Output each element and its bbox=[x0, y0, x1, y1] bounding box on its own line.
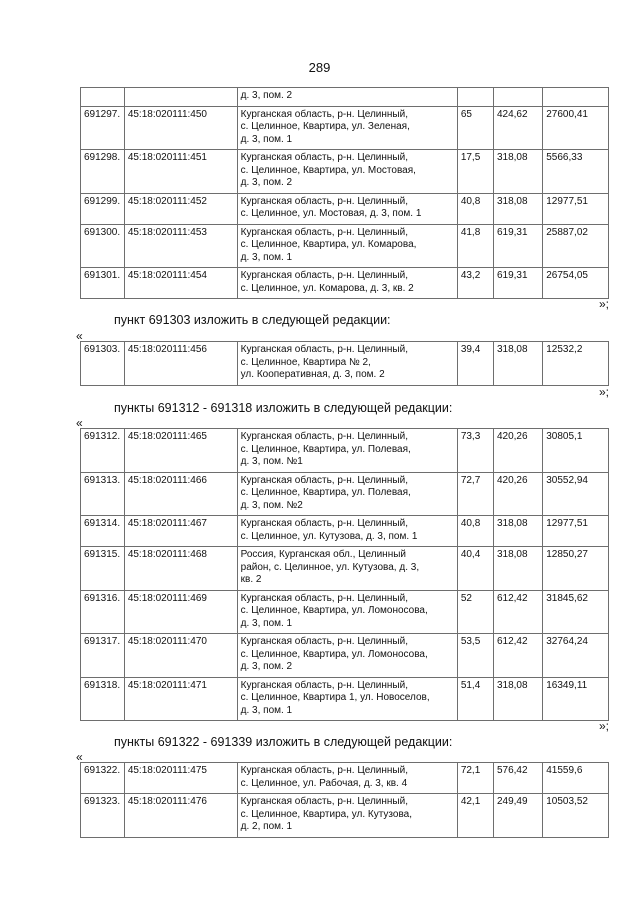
cadastral-value-cell: 10503,52 bbox=[543, 794, 609, 838]
address-cell bbox=[237, 224, 457, 268]
cadastral-number-cell: 45:18:020111:476 bbox=[124, 794, 237, 838]
cadastral-number-cell: 45:18:020111:466 bbox=[124, 472, 237, 516]
address-line: с. Целинное, Квартира, ул. Зеленая, bbox=[240, 121, 410, 132]
unit-value-cell: 318,08 bbox=[493, 193, 542, 224]
address-line: с. Целинное, ул. Комарова, д. 3, кв. 2 bbox=[240, 282, 414, 294]
address-cell bbox=[237, 472, 457, 516]
opening-quote: « bbox=[76, 416, 83, 430]
address-cell bbox=[237, 342, 457, 386]
cadastral-value-cell: 41559,6 bbox=[543, 763, 609, 794]
address-line: Курганская область, р-н. Целинный, bbox=[240, 765, 408, 776]
area-cell: 40,8 bbox=[457, 516, 493, 547]
address-line: с. Целинное, ул. Рабочая, д. 3, кв. 4 bbox=[240, 777, 408, 789]
amendment-instruction: пункт 691303 изложить в следующей редакции: bbox=[114, 313, 391, 327]
table-row bbox=[81, 106, 609, 150]
address-line: ул. Кооперативная, д. 3, пом. 2 bbox=[240, 369, 385, 380]
area-cell: 42,1 bbox=[457, 794, 493, 838]
address-line: д. 3, пом. 2 bbox=[240, 661, 293, 672]
area-cell: 72,1 bbox=[457, 763, 493, 794]
cadastral-number-cell: 45:18:020111:467 bbox=[124, 516, 237, 547]
unit-value-cell: 612,42 bbox=[493, 634, 542, 678]
cadastral-number-cell: 45:18:020111:475 bbox=[124, 763, 237, 794]
address-line: Курганская область, р-н. Целинный, bbox=[240, 226, 408, 238]
unit-value-cell bbox=[493, 88, 542, 107]
unit-value-cell: 576,42 bbox=[493, 763, 542, 794]
cadastral-number-cell: 45:18:020111:453 bbox=[124, 224, 237, 268]
address-line: Курганская область, р-н. Целинный, bbox=[240, 108, 408, 120]
address-line: д. 3, пом. 1 bbox=[240, 617, 293, 629]
register-table-3 bbox=[80, 428, 609, 721]
cadastral-value-cell: 12850,27 bbox=[543, 547, 609, 591]
address-line: д. 3, пом. №1 bbox=[240, 456, 303, 467]
address-line: д. 3, пом. 2 bbox=[240, 90, 293, 101]
address-cell bbox=[237, 150, 457, 194]
address-line: Курганская область, р-н. Целинный, bbox=[240, 152, 408, 163]
unit-value-cell: 420,26 bbox=[493, 429, 542, 473]
address-line: с. Целинное, Квартира № 2, bbox=[240, 356, 371, 368]
row-number-cell: 691318. bbox=[81, 677, 125, 721]
row-number-cell: 691298. bbox=[81, 150, 125, 194]
area-cell: 40,8 bbox=[457, 193, 493, 224]
unit-value-cell: 318,08 bbox=[493, 677, 542, 721]
table-row bbox=[81, 547, 609, 591]
cadastral-value-cell: 32764,24 bbox=[543, 634, 609, 678]
address-cell bbox=[237, 88, 457, 107]
closing-quote: »; bbox=[598, 719, 609, 733]
address-line: Россия, Курганская обл., Целинный bbox=[240, 549, 407, 560]
address-cell bbox=[237, 516, 457, 547]
table-row bbox=[81, 193, 609, 224]
area-cell: 40,4 bbox=[457, 547, 493, 591]
unit-value-cell: 318,08 bbox=[493, 547, 542, 591]
cadastral-value-cell: 12532,2 bbox=[543, 342, 609, 386]
unit-value-cell: 249,49 bbox=[493, 794, 542, 838]
address-line: с. Целинное, ул. Кутузова, д. 3, пом. 1 bbox=[240, 530, 418, 542]
address-cell bbox=[237, 106, 457, 150]
register-table-2 bbox=[80, 341, 609, 386]
row-number-cell: 691317. bbox=[81, 634, 125, 678]
row-number-cell: 691313. bbox=[81, 472, 125, 516]
unit-value-cell: 420,26 bbox=[493, 472, 542, 516]
area-cell: 41,8 bbox=[457, 224, 493, 268]
cadastral-number-cell: 45:18:020111:456 bbox=[124, 342, 237, 386]
table-row bbox=[81, 794, 609, 838]
address-cell bbox=[237, 590, 457, 634]
address-line: с. Целинное, Квартира, ул. Ломоносова, bbox=[240, 648, 428, 660]
address-line: Курганская область, р-н. Целинный, bbox=[240, 344, 408, 355]
page-number: 289 bbox=[308, 60, 331, 75]
address-cell bbox=[237, 634, 457, 678]
address-cell bbox=[237, 547, 457, 591]
unit-value-cell: 318,08 bbox=[493, 342, 542, 386]
address-cell bbox=[237, 429, 457, 473]
table-row bbox=[81, 590, 609, 634]
row-number-cell: 691303. bbox=[81, 342, 125, 386]
table-row bbox=[81, 268, 609, 299]
cadastral-value-cell: 12977,51 bbox=[543, 193, 609, 224]
unit-value-cell: 318,08 bbox=[493, 516, 542, 547]
cadastral-number-cell: 45:18:020111:469 bbox=[124, 590, 237, 634]
address-line: Курганская область, р-н. Целинный, bbox=[240, 592, 408, 604]
row-number-cell: 691322. bbox=[81, 763, 125, 794]
cadastral-number-cell: 45:18:020111:471 bbox=[124, 677, 237, 721]
table-row bbox=[81, 224, 609, 268]
address-line: Курганская область, р-н. Целинный, bbox=[240, 431, 408, 442]
cadastral-value-cell: 16349,11 bbox=[543, 677, 609, 721]
address-line: Курганская область, р-н. Целинный, bbox=[240, 796, 408, 807]
address-line: Курганская область, р-н. Целинный, bbox=[240, 474, 408, 486]
address-line: с. Целинное, Квартира, ул. Кутузова, bbox=[240, 808, 413, 820]
amendment-instruction: пункты 691322 - 691339 изложить в следующей редакции: bbox=[114, 735, 453, 749]
unit-value-cell: 619,31 bbox=[493, 224, 542, 268]
table-row bbox=[81, 677, 609, 721]
cadastral-value-cell: 25887,02 bbox=[543, 224, 609, 268]
row-number-cell: 691312. bbox=[81, 429, 125, 473]
address-line: с. Целинное, Квартира, ул. Полевая, bbox=[240, 443, 411, 455]
row-number-cell: 691300. bbox=[81, 224, 125, 268]
address-line: с. Целинное, Квартира, ул. Ломоносова, bbox=[240, 605, 428, 616]
row-number-cell: 691316. bbox=[81, 590, 125, 634]
area-cell: 51,4 bbox=[457, 677, 493, 721]
address-cell bbox=[237, 268, 457, 299]
address-line: д. 3, пом. №2 bbox=[240, 499, 303, 511]
table-row bbox=[81, 342, 609, 386]
table-row bbox=[81, 634, 609, 678]
address-line: д. 3, пом. 1 bbox=[240, 251, 293, 263]
closing-quote: »; bbox=[598, 385, 609, 399]
table-row bbox=[81, 516, 609, 547]
cadastral-value-cell: 30552,94 bbox=[543, 472, 609, 516]
cadastral-number-cell: 45:18:020111:451 bbox=[124, 150, 237, 194]
row-number-cell: 691315. bbox=[81, 547, 125, 591]
area-cell: 43,2 bbox=[457, 268, 493, 299]
address-line: с. Целинное, Квартира 1, ул. Новоселов, bbox=[240, 692, 430, 703]
address-line: Курганская область, р-н. Целинный, bbox=[240, 679, 408, 691]
cadastral-number-cell: 45:18:020111:450 bbox=[124, 106, 237, 150]
table-row bbox=[81, 150, 609, 194]
cadastral-number-cell: 45:18:020111:468 bbox=[124, 547, 237, 591]
area-cell: 65 bbox=[457, 106, 493, 150]
unit-value-cell: 318,08 bbox=[493, 150, 542, 194]
address-line: с. Целинное, Квартира, ул. Мостовая, bbox=[240, 164, 416, 176]
table-row bbox=[81, 88, 609, 107]
cadastral-value-cell bbox=[543, 88, 609, 107]
closing-quote: »; bbox=[598, 297, 609, 311]
address-line: Курганская область, р-н. Целинный, bbox=[240, 270, 408, 281]
amendment-instruction: пункты 691312 - 691318 изложить в следующей редакции: bbox=[114, 401, 453, 415]
area-cell: 53,5 bbox=[457, 634, 493, 678]
address-line: Курганская область, р-н. Целинный, bbox=[240, 636, 408, 647]
cadastral-number-cell: 45:18:020111:454 bbox=[124, 268, 237, 299]
unit-value-cell: 612,42 bbox=[493, 590, 542, 634]
row-number-cell: 691299. bbox=[81, 193, 125, 224]
cadastral-value-cell: 26754,05 bbox=[543, 268, 609, 299]
cadastral-value-cell: 30805,1 bbox=[543, 429, 609, 473]
cadastral-number-cell: 45:18:020111:465 bbox=[124, 429, 237, 473]
address-line: д. 2, пом. 1 bbox=[240, 821, 293, 832]
area-cell: 72,7 bbox=[457, 472, 493, 516]
cadastral-value-cell: 12977,51 bbox=[543, 516, 609, 547]
table-row bbox=[81, 472, 609, 516]
table-row bbox=[81, 763, 609, 794]
address-line: д. 3, пом. 2 bbox=[240, 177, 293, 188]
cadastral-number-cell: 45:18:020111:452 bbox=[124, 193, 237, 224]
area-cell: 52 bbox=[457, 590, 493, 634]
area-cell: 73,3 bbox=[457, 429, 493, 473]
area-cell: 17,5 bbox=[457, 150, 493, 194]
address-cell bbox=[237, 763, 457, 794]
address-line: район, с. Целинное, ул. Кутузова, д. 3, bbox=[240, 561, 420, 573]
address-line: с. Целинное, ул. Мостовая, д. 3, пом. 1 bbox=[240, 208, 422, 219]
address-line: д. 3, пом. 1 bbox=[240, 133, 293, 145]
address-line: Курганская область, р-н. Целинный, bbox=[240, 518, 408, 529]
row-number-cell: 691297. bbox=[81, 106, 125, 150]
address-line: с. Целинное, Квартира, ул. Полевая, bbox=[240, 487, 411, 498]
cadastral-number-cell bbox=[124, 88, 237, 107]
address-line: кв. 2 bbox=[240, 574, 262, 585]
address-line: с. Целинное, Квартира, ул. Комарова, bbox=[240, 239, 417, 250]
unit-value-cell: 424,62 bbox=[493, 106, 542, 150]
register-table-1 bbox=[80, 87, 609, 299]
row-number-cell: 691314. bbox=[81, 516, 125, 547]
unit-value-cell: 619,31 bbox=[493, 268, 542, 299]
opening-quote: « bbox=[76, 750, 83, 764]
address-cell bbox=[237, 677, 457, 721]
register-table-4 bbox=[80, 762, 609, 838]
cadastral-value-cell: 5566,33 bbox=[543, 150, 609, 194]
row-number-cell: 691301. bbox=[81, 268, 125, 299]
row-number-cell: 691323. bbox=[81, 794, 125, 838]
opening-quote: « bbox=[76, 329, 83, 343]
address-cell bbox=[237, 193, 457, 224]
address-line: Курганская область, р-н. Целинный, bbox=[240, 195, 408, 207]
table-row bbox=[81, 429, 609, 473]
area-cell: 39,4 bbox=[457, 342, 493, 386]
address-line: д. 3, пом. 1 bbox=[240, 704, 293, 716]
address-cell bbox=[237, 794, 457, 838]
cadastral-number-cell: 45:18:020111:470 bbox=[124, 634, 237, 678]
cadastral-value-cell: 31845,62 bbox=[543, 590, 609, 634]
row-number-cell bbox=[81, 88, 125, 107]
area-cell bbox=[457, 88, 493, 107]
cadastral-value-cell: 27600,41 bbox=[543, 106, 609, 150]
